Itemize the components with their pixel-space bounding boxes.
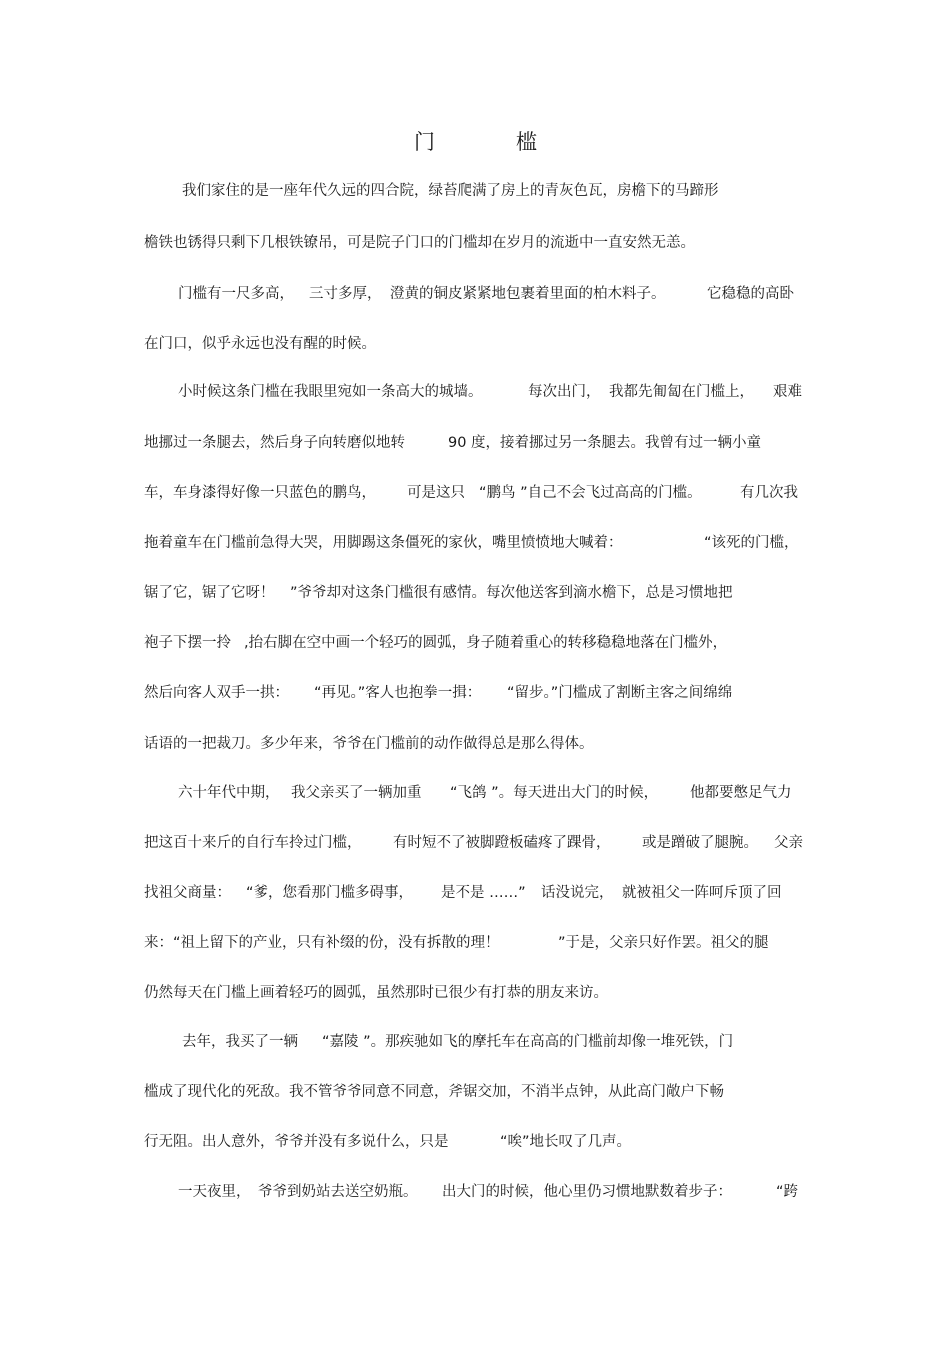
text-segment: 我父亲买了一辆加重 — [291, 785, 422, 801]
text-segment: 90 度，接着挪过另一条腿去。我曾有过一辆小童 — [448, 435, 762, 451]
text-segment: ,抬右脚在空中画一个轻巧的圆弧，身子随着重心的转移稳稳地落在门槛外， — [244, 635, 728, 651]
text-segment: “该死的门槛， — [704, 535, 799, 551]
text-segment: “留步。”门槛成了割断主客之间绵绵 — [507, 685, 733, 701]
text-segment: 在门口，似乎永远也没有醒的时候。 — [144, 336, 376, 352]
text-segment: 三寸多厚， — [309, 286, 382, 302]
text-segment: 锯了它，锯了它呀！ — [144, 585, 275, 601]
text-segment: 地挪过一条腿去，然后身子向转磨似地转 — [144, 435, 405, 451]
text-segment: “跨 — [776, 1184, 799, 1200]
text-segment: 有时短不了被脚蹬板磕疼了踝骨， — [393, 835, 611, 851]
text-segment: 门槛有一尺多高， — [178, 286, 294, 302]
text-segment: 或是蹭破了腿腕。 — [642, 835, 758, 851]
text-segment: 仍然每天在门槛上画着轻巧的圆弧，虽然那时已很少有打恭的朋友来访。 — [144, 985, 608, 1001]
text-segment: “飞鸽 ”。每天进出大门的时候， — [450, 785, 659, 801]
text-segment: 行无阻。出人意外，爷爷并没有多说什么，只是 — [144, 1134, 449, 1150]
text-segment: 槛成了现代化的死敌。我不管爷爷同意不同意，斧锯交加，不消半点钟，从此高门敞户下畅 — [144, 1084, 724, 1100]
text-segment: 拖着童车在门槛前急得大哭，用脚踢这条僵死的家伙，嘴里愤愤地大喊着： — [144, 535, 623, 551]
text-segment: ”于是，父亲只好作罢。祖父的腿 — [558, 935, 769, 951]
text-segment: 话没说完， — [541, 885, 614, 901]
text-segment: 它稳稳的高卧 — [707, 286, 794, 302]
document-title — [0, 128, 950, 156]
title-char-2: 槛 — [516, 130, 537, 154]
text-segment: 爷爷到奶站去送空奶瓶。 — [258, 1184, 418, 1200]
text-segment: 檐铁也锈得只剩下几根铁镣吊，可是院子门口的门槛却在岁月的流逝中一直安然无恙。 — [144, 235, 695, 251]
text-segment: 他都要憋足气力 — [690, 785, 792, 801]
text-segment: 有几次我 — [740, 485, 798, 501]
text-segment: “爹，您看那门槛多碍事， — [246, 885, 414, 901]
text-segment: 澄黄的铜皮紧紧地包裹着里面的柏木料子。 — [390, 286, 666, 302]
text-segment: 去年，我买了一辆 — [182, 1034, 298, 1050]
text-segment: 可是这只 — [407, 485, 465, 501]
title-char-1: 门 — [414, 130, 435, 154]
text-segment: 每次出门， — [528, 384, 601, 400]
text-segment: ”爷爷却对这条门槛很有感情。每次他送客到滴水檐下，总是习惯地把 — [290, 585, 733, 601]
text-segment: 小时候这条门槛在我眼里宛如一条高大的城墙。 — [178, 384, 483, 400]
text-segment: 出大门的时候，他心里仍习惯地默数着步子： — [442, 1184, 732, 1200]
text-segment: 找祖父商量： — [144, 885, 231, 901]
text-segment: 把这百十来斤的自行车拎过门槛， — [144, 835, 362, 851]
text-segment: “唉”地长叹了几声。 — [500, 1134, 632, 1150]
text-segment: 话语的一把裁刀。多少年来，爷爷在门槛前的动作做得总是那么得体。 — [144, 736, 594, 752]
text-segment: 来：“祖上留下的产业，只有补缀的份，没有拆散的理！ — [144, 935, 500, 951]
text-segment: “嘉陵 ”。那疾驰如飞的摩托车在高高的门槛前却像一堆死铁，门 — [322, 1034, 734, 1050]
text-segment: 袍子下摆一拎 — [144, 635, 231, 651]
text-segment: 父亲 — [774, 835, 803, 851]
text-segment: 然后向客人双手一拱： — [144, 685, 289, 701]
text-segment: “再见。”客人也抱拳一揖： — [314, 685, 482, 701]
text-segment: 车，车身漆得好像一只蓝色的鹏鸟， — [144, 485, 376, 501]
text-segment: 一天夜里， — [178, 1184, 251, 1200]
text-segment: 我们家住的是一座年代久远的四合院，绿苔爬满了房上的青灰色瓦，房檐下的马蹄形 — [182, 183, 719, 199]
text-segment: 六十年代中期， — [178, 785, 280, 801]
text-segment: 就被祖父一阵呵斥顶了回 — [622, 885, 782, 901]
text-segment: 艰难 — [773, 384, 802, 400]
text-segment: 是不是 ……” — [441, 885, 526, 901]
text-segment: 我都先匍匐在门槛上， — [609, 384, 754, 400]
text-segment: “鹏鸟 ”自己不会飞过高高的门槛。 — [479, 485, 702, 501]
